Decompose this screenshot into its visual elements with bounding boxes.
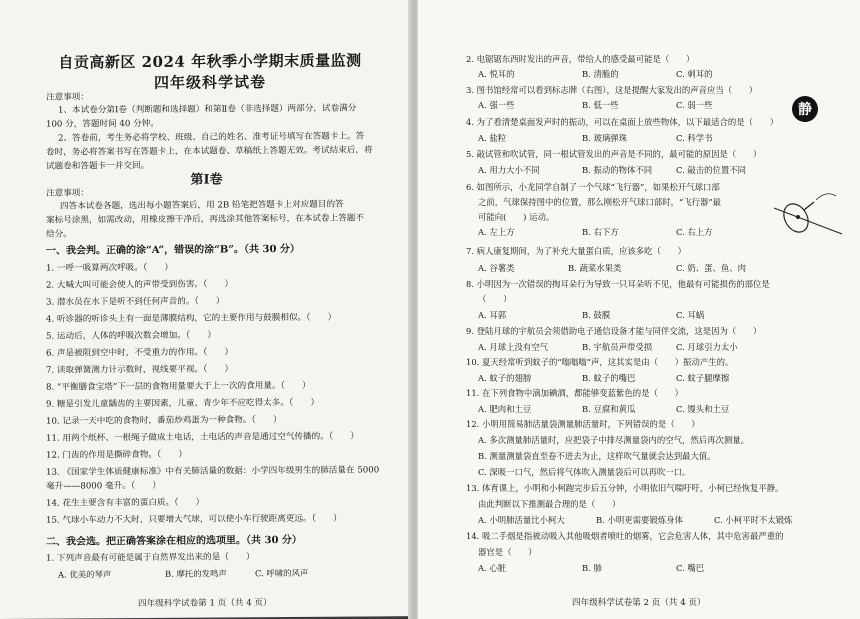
judge-question: 1. 一呼一吸算两次呼吸。（ ） bbox=[46, 262, 173, 274]
choice-option: A. 悦耳的 bbox=[478, 69, 515, 79]
part-notes-line: 给分。 bbox=[46, 229, 72, 240]
choice-option: B. 振动的物体不同 bbox=[582, 165, 653, 175]
choice-question-cont: 可能向( ) 运动。 bbox=[478, 212, 555, 222]
choice-question: 7. 病人康复期间，为了补充大量蛋白质，应该多吃（ ） bbox=[466, 246, 687, 256]
choice-option: C. 深吸一口气，然后将气体吹入测量袋后可以再吹一口。 bbox=[478, 467, 691, 477]
judge-question: 13. 《国家学生体质健康标准》中有关肺活量的数据：小学四年级男生的肺活量在 5000 bbox=[46, 465, 380, 478]
exam-subtitle: 四年级科学试卷 bbox=[153, 73, 266, 92]
choice-option: A. 小明肺活量比小柯大 bbox=[478, 515, 565, 525]
choice-question: 5. 敲试管和吹试管，同一根试管发出的声音是不同的，最可能的原因是（ ） bbox=[466, 149, 762, 159]
judge-question: 10. 记录一天中吃的食物时，番茄炒鸡蛋为一种食物。（ ） bbox=[46, 415, 282, 427]
choice-option: B. 摩托的发鸣声 bbox=[165, 568, 227, 579]
choice-question: 10. 夏天经常听到蚊子的“嗡嗡嗡”声，这其实是由（ ）振动产生的。 bbox=[466, 357, 734, 367]
choice-option: B. 右下方 bbox=[582, 227, 619, 237]
part-title: 第Ⅰ卷 bbox=[190, 172, 223, 188]
choice-question: 11. 在下列食物中滴加碘酒，都能够变蓝紫色的是（ ） bbox=[466, 388, 683, 398]
choice-option: A. 耳郭 bbox=[478, 310, 507, 320]
notes-line: 试题卷和答题卡一并交回。 bbox=[46, 160, 150, 172]
section-heading: 二、我会选。把正确答案涂在相应的选项里。（共 30 分） bbox=[46, 534, 302, 548]
judge-question: 12. 门齿的作用是撕碎食物。（ ） bbox=[46, 449, 188, 461]
judge-question-cont: 毫升——8000 毫升。（ ） bbox=[46, 480, 161, 492]
choice-option: B. 宇航员声带受损 bbox=[582, 342, 653, 352]
judge-question: 3. 潜水员在水下是听不到任何声音的。（ ） bbox=[46, 296, 225, 308]
exam-title: 自贡高新区 2024 年秋季小学期末质量监测 bbox=[58, 51, 362, 72]
choice-question-cont: 器官是（ ） bbox=[478, 547, 537, 557]
choice-question: 14. 吸二手烟是指被动吸入其他吸烟者喷吐的烟雾，它会危害人体，其中危害最严重的 bbox=[466, 531, 784, 541]
judge-question: 2. 大喊大叫可能会使人的声带受到伤害。（ ） bbox=[46, 279, 234, 291]
judge-question: 15. 气球小车动力不大时，只要增大气球，可以使小车行驶距离更远。（ ） bbox=[46, 513, 342, 526]
choice-option: B. 豆腐和黄瓜 bbox=[582, 404, 636, 414]
choice-question: 3. 图书馆经常可以看到标志牌（右图），这是提醒大家发出的声音应当（ ） bbox=[466, 85, 758, 95]
choice-option: C. 敲击的位置不同 bbox=[676, 165, 747, 175]
part-notes-heading: 注意事项： bbox=[46, 188, 89, 199]
choice-question: 6. 如图所示，小龙同学自制了一个气球“飞行器”，如果松开气球口部 bbox=[466, 182, 720, 192]
notes-line: 100 分，答题时间 40 分钟。 bbox=[46, 118, 159, 130]
choice-option: B. 低一些 bbox=[582, 100, 619, 110]
choice-option: B. 蔬菜水果类 bbox=[568, 263, 622, 273]
choice-option: C. 奶、蛋、鱼、肉 bbox=[676, 263, 747, 273]
choice-option: B. 鼓膜 bbox=[582, 310, 611, 320]
page-footer: 四年级科学试卷第 1 页（共 4 页） bbox=[138, 598, 272, 610]
choice-option: A. 用力大小不同 bbox=[478, 165, 540, 175]
choice-option: A. 肥肉和土豆 bbox=[478, 404, 532, 414]
choice-option: B. 小明更需要锻炼身体 bbox=[596, 515, 683, 525]
choice-option: A. 左上方 bbox=[478, 227, 515, 237]
choice-option: B. 玻璃弹珠 bbox=[582, 133, 627, 143]
section-heading: 一、我会判。正确的涂“A”，错误的涂“B”。（共 30 分） bbox=[46, 243, 300, 257]
choice-option: A. 谷薯类 bbox=[478, 263, 515, 273]
choice-question: 4. 为了看清楚桌面发声时的振动，可以在桌面上放些物体，以下最适合的是（ ） bbox=[466, 117, 779, 127]
choice-option: A. 盐粒 bbox=[478, 133, 507, 143]
judge-question: 8. “平衡膳食宝塔”下一层的食物用量要大于上一次的食用量。（ ） bbox=[46, 380, 311, 393]
notes-line: 2、答卷前，考生务必将学校、班级、自己的姓名、准考证号填写在答题卡上。答 bbox=[58, 131, 365, 144]
choice-option: B. 清脆的 bbox=[582, 69, 619, 79]
choice-question: 13. 体育课上，小明和小柯跑完步后五分钟，小明依旧气喘吁吁，小柯已经恢复平静。 bbox=[466, 483, 784, 493]
judge-question: 4. 听诊器的听诊头上有一面是薄膜结构，它的主要作用与鼓膜相似。（ ） bbox=[46, 312, 337, 325]
choice-option: A. 多次测量肺活量时，应把袋子中排尽测量袋内的空气，然后再次测量。 bbox=[478, 435, 749, 445]
choice-option: B. 测量测量袋直至卷不进去为止，这样吹气量就会达到最大值。 bbox=[478, 451, 716, 461]
choice-option: C. 嘴巴 bbox=[676, 563, 705, 573]
choice-option: B. 肺 bbox=[582, 563, 602, 573]
part-notes-line: 四答本试卷各题，选出每小题答案后，用 2B 铅笔把答题卡上对应题目的答 bbox=[60, 199, 344, 212]
choice-option: C. 小柯平时不太锻炼 bbox=[714, 515, 793, 525]
choice-option: C. 科学书 bbox=[676, 133, 713, 143]
choice-option: B. 蚊子的嘴巴 bbox=[582, 373, 636, 383]
notes-line: 卷时，务必将答案书写在答题卡上，在本试题卷、草稿纸上答题无效。考试结束后，将 bbox=[46, 145, 373, 158]
balloon-vehicle-diagram bbox=[766, 182, 848, 252]
choice-option: C. 月球引力太小 bbox=[676, 342, 738, 352]
choice-question: 9. 登陆月球的宇航员会须借助电子通信设备才能与同伴交流，这是因为（ ） bbox=[466, 326, 762, 336]
choice-question-cont: （ ） bbox=[478, 294, 512, 304]
choice-question: 8. 小明因为一次错误的掏耳朵行为导致一只耳朵听不见，他最有可能损伤的部位是 bbox=[466, 279, 770, 289]
choice-option: C. 呼啸的风声 bbox=[255, 567, 309, 579]
choice-option: C. 弱一些 bbox=[676, 100, 713, 110]
choice-question: 2. 电锯锯东西时发出的声音，带给人的感受最可能是（ ） bbox=[466, 54, 695, 64]
choice-option: C. 刺耳的 bbox=[676, 69, 713, 79]
choice-option: A. 强一些 bbox=[478, 100, 515, 110]
choice-option: A. 蚊子的翅膀 bbox=[478, 373, 532, 383]
choice-option: C. 馒头和土豆 bbox=[676, 404, 730, 414]
judge-question: 14. 花生主要含有丰富的蛋白质。（ ） bbox=[46, 497, 205, 509]
notes-heading: 注意事项： bbox=[46, 92, 89, 103]
choice-option: C. 右上方 bbox=[676, 227, 713, 237]
choice-question: 1. 下列声音最有可能是属于自然界发出来的是（ ） bbox=[46, 552, 255, 564]
judge-question: 7. 读取弹簧测力计示数时，视线要平视。（ ） bbox=[46, 364, 234, 376]
choice-question: 12. 小明用简易肺活量袋测量肺活量时，下列错误的是（ ） bbox=[466, 419, 700, 429]
notes-line: 1、本试卷分第Ⅰ卷（判断题和选择题）和第Ⅱ卷（非选择题）两部分，试卷满分 bbox=[58, 103, 357, 116]
judge-question: 11. 用两个纸杯、一根绳子做成土电话，土电话的声音是通过空气传播的。（ ） bbox=[46, 431, 359, 444]
quiet-sign-icon: 静 bbox=[792, 96, 818, 122]
judge-question: 9. 糖是引发儿童龋齿的主要因素，儿童、青少年不应吃得太多。（ ） bbox=[46, 397, 320, 410]
choice-option: A. 月球上没有空气 bbox=[478, 342, 548, 352]
part-notes-line: 案标号涂黑，如需改动，用橡皮擦干净后，再选涂其他答案标号，在本试卷上答题不 bbox=[46, 213, 364, 226]
choice-option: C. 耳蜗 bbox=[676, 310, 705, 320]
choice-question-cont: 由此判断以下推测最合理的是（ ） bbox=[478, 499, 621, 509]
choice-option: A. 优美的琴声 bbox=[58, 569, 112, 580]
page-footer: 四年级科学试卷第 2 页（共 4 页） bbox=[572, 598, 706, 608]
choice-question-cont: 之前，气球保持图中的位置，那么刚松开气球口部时，“飞行器”最 bbox=[478, 197, 722, 207]
choice-option: A. 心脏 bbox=[478, 563, 507, 573]
judge-question: 5. 运动后，人体的呼吸次数会增加。（ ） bbox=[46, 330, 216, 342]
judge-question: 6. 声是被阻到空中时，不受重力的作用。（ ） bbox=[46, 347, 234, 359]
choice-option: C. 蚊子腿摩擦 bbox=[676, 373, 730, 383]
exam-page-1 bbox=[0, 0, 413, 619]
